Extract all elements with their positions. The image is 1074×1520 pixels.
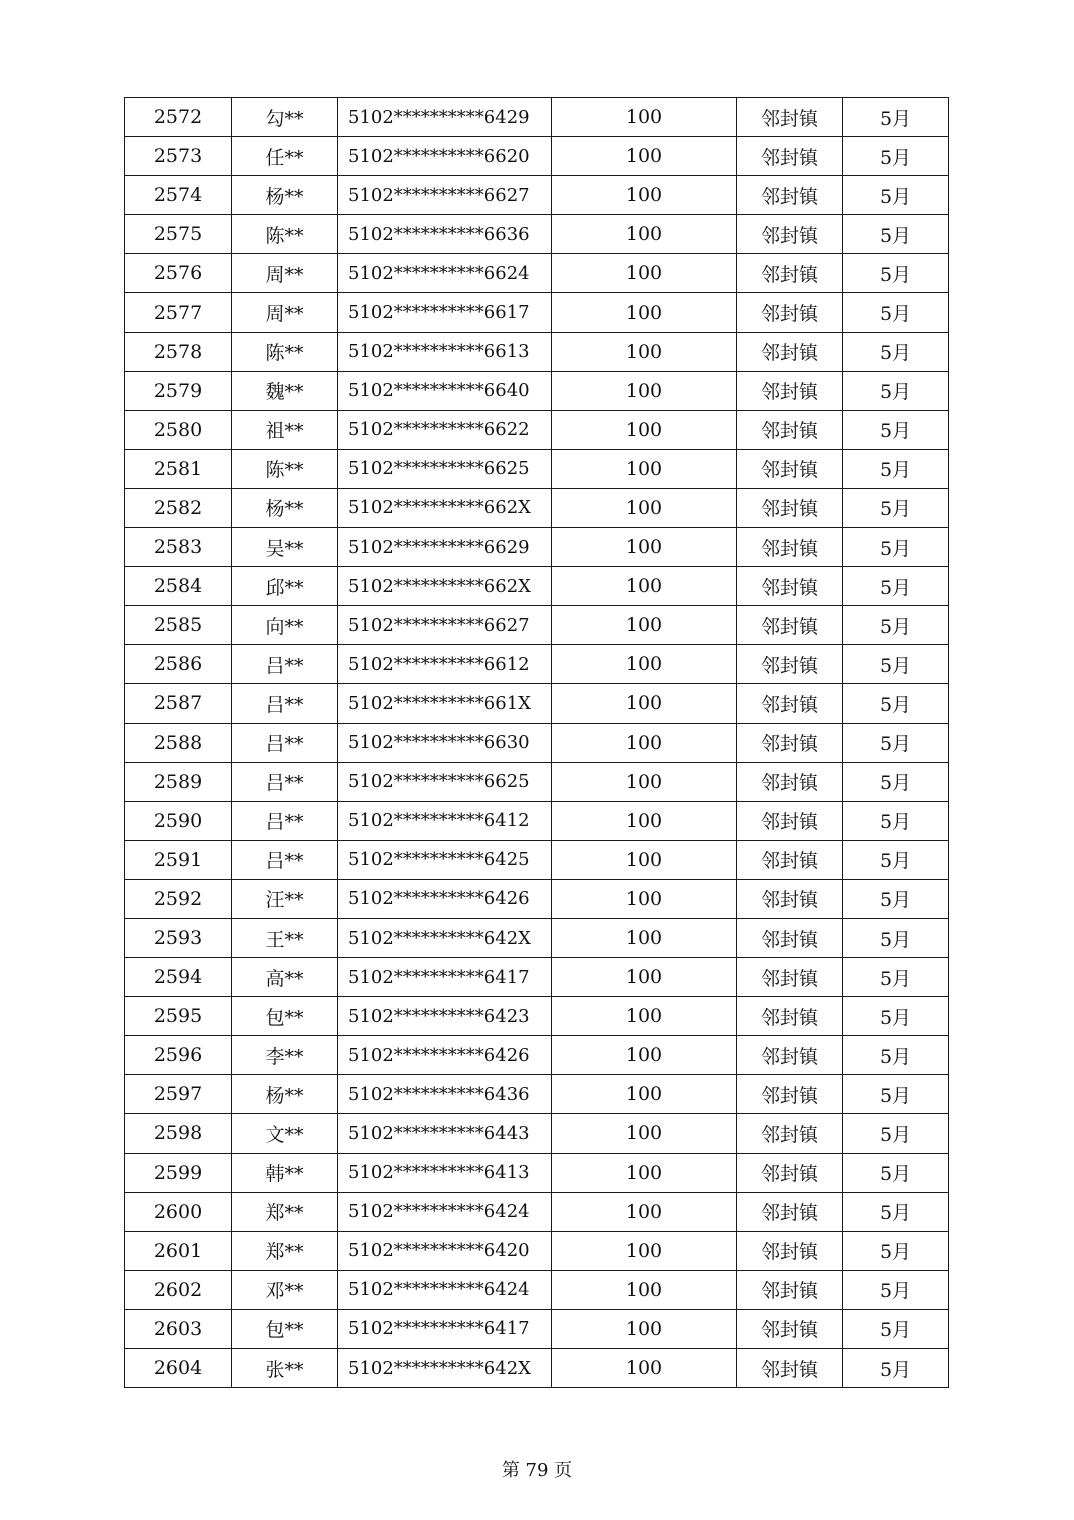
cell-id-number: 5102**********6426	[338, 879, 552, 918]
cell-serial-number: 2576	[125, 254, 232, 293]
cell-name: 周**	[232, 254, 338, 293]
cell-name: 王**	[232, 918, 338, 957]
cell-month: 5月	[843, 645, 949, 684]
cell-id-number: 5102**********6426	[338, 1036, 552, 1075]
cell-town: 邻封镇	[737, 1309, 843, 1348]
table-row	[125, 997, 949, 1036]
cell-town: 邻封镇	[737, 137, 843, 176]
table-row	[125, 98, 949, 137]
table-row	[125, 1114, 949, 1153]
cell-name: 杨**	[232, 488, 338, 527]
cell-month: 5月	[843, 606, 949, 645]
cell-town: 邻封镇	[737, 684, 843, 723]
cell-town: 邻封镇	[737, 1075, 843, 1114]
table-row	[125, 293, 949, 332]
cell-amount: 100	[552, 410, 737, 449]
table-row	[125, 137, 949, 176]
cell-town: 邻封镇	[737, 1192, 843, 1231]
table-row	[125, 449, 949, 488]
cell-name: 郑**	[232, 1192, 338, 1231]
cell-amount: 100	[552, 488, 737, 527]
cell-town: 邻封镇	[737, 645, 843, 684]
cell-id-number: 5102**********6620	[338, 137, 552, 176]
cell-serial-number: 2575	[125, 215, 232, 254]
cell-town: 邻封镇	[737, 1349, 843, 1388]
table-row	[125, 1270, 949, 1309]
cell-id-number: 5102**********6429	[338, 98, 552, 137]
cell-name: 陈**	[232, 215, 338, 254]
cell-amount: 100	[552, 215, 737, 254]
cell-month: 5月	[843, 332, 949, 371]
cell-id-number: 5102**********662X	[338, 488, 552, 527]
cell-town: 邻封镇	[737, 567, 843, 606]
cell-name: 勾**	[232, 98, 338, 137]
table-row	[125, 567, 949, 606]
cell-name: 吴**	[232, 528, 338, 567]
cell-amount: 100	[552, 723, 737, 762]
cell-id-number: 5102**********6636	[338, 215, 552, 254]
cell-id-number: 5102**********6443	[338, 1114, 552, 1153]
cell-name: 陈**	[232, 449, 338, 488]
cell-town: 邻封镇	[737, 1114, 843, 1153]
cell-name: 包**	[232, 1309, 338, 1348]
cell-name: 邓**	[232, 1270, 338, 1309]
cell-town: 邻封镇	[737, 528, 843, 567]
cell-serial-number: 2584	[125, 567, 232, 606]
table-row	[125, 371, 949, 410]
cell-id-number: 5102**********6613	[338, 332, 552, 371]
cell-month: 5月	[843, 801, 949, 840]
cell-serial-number: 2602	[125, 1270, 232, 1309]
cell-month: 5月	[843, 1270, 949, 1309]
cell-serial-number: 2585	[125, 606, 232, 645]
cell-town: 邻封镇	[737, 488, 843, 527]
cell-month: 5月	[843, 1036, 949, 1075]
cell-town: 邻封镇	[737, 371, 843, 410]
cell-name: 吕**	[232, 645, 338, 684]
table-row	[125, 1231, 949, 1270]
cell-serial-number: 2573	[125, 137, 232, 176]
cell-id-number: 5102**********6417	[338, 958, 552, 997]
cell-amount: 100	[552, 918, 737, 957]
cell-serial-number: 2598	[125, 1114, 232, 1153]
cell-amount: 100	[552, 528, 737, 567]
cell-id-number: 5102**********6629	[338, 528, 552, 567]
table-row	[125, 918, 949, 957]
cell-amount: 100	[552, 645, 737, 684]
table-row	[125, 488, 949, 527]
cell-amount: 100	[552, 606, 737, 645]
cell-name: 杨**	[232, 176, 338, 215]
cell-name: 张**	[232, 1349, 338, 1388]
cell-town: 邻封镇	[737, 1153, 843, 1192]
table-row	[125, 645, 949, 684]
cell-serial-number: 2578	[125, 332, 232, 371]
table-row	[125, 840, 949, 879]
cell-month: 5月	[843, 137, 949, 176]
cell-amount: 100	[552, 254, 737, 293]
cell-town: 邻封镇	[737, 215, 843, 254]
cell-month: 5月	[843, 1231, 949, 1270]
cell-month: 5月	[843, 449, 949, 488]
cell-town: 邻封镇	[737, 449, 843, 488]
cell-month: 5月	[843, 918, 949, 957]
cell-serial-number: 2581	[125, 449, 232, 488]
cell-town: 邻封镇	[737, 723, 843, 762]
cell-town: 邻封镇	[737, 762, 843, 801]
cell-name: 吕**	[232, 840, 338, 879]
cell-serial-number: 2600	[125, 1192, 232, 1231]
cell-amount: 100	[552, 449, 737, 488]
records-table	[124, 97, 949, 1388]
cell-month: 5月	[843, 293, 949, 332]
cell-serial-number: 2574	[125, 176, 232, 215]
cell-serial-number: 2589	[125, 762, 232, 801]
cell-serial-number: 2587	[125, 684, 232, 723]
cell-serial-number: 2603	[125, 1309, 232, 1348]
cell-name: 魏**	[232, 371, 338, 410]
cell-serial-number: 2588	[125, 723, 232, 762]
records-body	[125, 98, 949, 1388]
cell-id-number: 5102**********6423	[338, 997, 552, 1036]
cell-month: 5月	[843, 879, 949, 918]
table-row	[125, 176, 949, 215]
table-row	[125, 332, 949, 371]
table-row	[125, 684, 949, 723]
cell-serial-number: 2582	[125, 488, 232, 527]
cell-amount: 100	[552, 762, 737, 801]
cell-id-number: 5102**********6412	[338, 801, 552, 840]
cell-town: 邻封镇	[737, 293, 843, 332]
cell-serial-number: 2572	[125, 98, 232, 137]
cell-month: 5月	[843, 1075, 949, 1114]
cell-month: 5月	[843, 1192, 949, 1231]
cell-name: 祖**	[232, 410, 338, 449]
cell-month: 5月	[843, 840, 949, 879]
cell-id-number: 5102**********6425	[338, 840, 552, 879]
page-number: 第 79 页	[501, 1460, 573, 1481]
cell-id-number: 5102**********6640	[338, 371, 552, 410]
table-row	[125, 958, 949, 997]
table-row	[125, 528, 949, 567]
cell-town: 邻封镇	[737, 98, 843, 137]
cell-amount: 100	[552, 176, 737, 215]
cell-town: 邻封镇	[737, 840, 843, 879]
cell-serial-number: 2579	[125, 371, 232, 410]
cell-id-number: 5102**********6627	[338, 606, 552, 645]
cell-town: 邻封镇	[737, 801, 843, 840]
cell-month: 5月	[843, 958, 949, 997]
cell-amount: 100	[552, 1270, 737, 1309]
table-row	[125, 606, 949, 645]
cell-id-number: 5102**********642X	[338, 1349, 552, 1388]
cell-name: 韩**	[232, 1153, 338, 1192]
cell-month: 5月	[843, 1349, 949, 1388]
cell-id-number: 5102**********6617	[338, 293, 552, 332]
cell-name: 李**	[232, 1036, 338, 1075]
cell-town: 邻封镇	[737, 918, 843, 957]
cell-town: 邻封镇	[737, 1231, 843, 1270]
cell-month: 5月	[843, 215, 949, 254]
cell-town: 邻封镇	[737, 1036, 843, 1075]
table-row	[125, 879, 949, 918]
cell-month: 5月	[843, 567, 949, 606]
cell-serial-number: 2586	[125, 645, 232, 684]
cell-amount: 100	[552, 1192, 737, 1231]
cell-month: 5月	[843, 176, 949, 215]
cell-serial-number: 2595	[125, 997, 232, 1036]
cell-serial-number: 2592	[125, 879, 232, 918]
table-row	[125, 1349, 949, 1388]
cell-month: 5月	[843, 684, 949, 723]
cell-name: 包**	[232, 997, 338, 1036]
cell-amount: 100	[552, 567, 737, 606]
cell-id-number: 5102**********6420	[338, 1231, 552, 1270]
cell-amount: 100	[552, 684, 737, 723]
cell-amount: 100	[552, 997, 737, 1036]
cell-name: 高**	[232, 958, 338, 997]
cell-serial-number: 2597	[125, 1075, 232, 1114]
cell-amount: 100	[552, 958, 737, 997]
cell-id-number: 5102**********6622	[338, 410, 552, 449]
cell-amount: 100	[552, 879, 737, 918]
cell-name: 邱**	[232, 567, 338, 606]
cell-serial-number: 2601	[125, 1231, 232, 1270]
table-row	[125, 1309, 949, 1348]
cell-id-number: 5102**********6424	[338, 1192, 552, 1231]
cell-town: 邻封镇	[737, 410, 843, 449]
cell-town: 邻封镇	[737, 958, 843, 997]
cell-amount: 100	[552, 1036, 737, 1075]
cell-serial-number: 2599	[125, 1153, 232, 1192]
cell-amount: 100	[552, 98, 737, 137]
cell-amount: 100	[552, 1349, 737, 1388]
cell-amount: 100	[552, 1114, 737, 1153]
cell-amount: 100	[552, 840, 737, 879]
table-row	[125, 801, 949, 840]
cell-serial-number: 2593	[125, 918, 232, 957]
cell-amount: 100	[552, 371, 737, 410]
cell-id-number: 5102**********6630	[338, 723, 552, 762]
cell-id-number: 5102**********6625	[338, 762, 552, 801]
cell-amount: 100	[552, 1231, 737, 1270]
cell-id-number: 5102**********6436	[338, 1075, 552, 1114]
cell-town: 邻封镇	[737, 879, 843, 918]
cell-town: 邻封镇	[737, 332, 843, 371]
cell-month: 5月	[843, 762, 949, 801]
cell-name: 杨**	[232, 1075, 338, 1114]
cell-serial-number: 2590	[125, 801, 232, 840]
cell-amount: 100	[552, 1075, 737, 1114]
cell-name: 吕**	[232, 801, 338, 840]
cell-id-number: 5102**********642X	[338, 918, 552, 957]
cell-town: 邻封镇	[737, 1270, 843, 1309]
table-row	[125, 1192, 949, 1231]
cell-id-number: 5102**********661X	[338, 684, 552, 723]
table-row	[125, 1036, 949, 1075]
cell-serial-number: 2594	[125, 958, 232, 997]
table-row	[125, 1075, 949, 1114]
cell-id-number: 5102**********6612	[338, 645, 552, 684]
cell-id-number: 5102**********6413	[338, 1153, 552, 1192]
table-row	[125, 723, 949, 762]
cell-town: 邻封镇	[737, 254, 843, 293]
cell-amount: 100	[552, 332, 737, 371]
cell-serial-number: 2577	[125, 293, 232, 332]
cell-amount: 100	[552, 801, 737, 840]
cell-month: 5月	[843, 488, 949, 527]
cell-id-number: 5102**********662X	[338, 567, 552, 606]
cell-month: 5月	[843, 98, 949, 137]
cell-name: 汪**	[232, 879, 338, 918]
table-row	[125, 215, 949, 254]
cell-name: 周**	[232, 293, 338, 332]
cell-amount: 100	[552, 1309, 737, 1348]
cell-name: 陈**	[232, 332, 338, 371]
table-row	[125, 762, 949, 801]
cell-name: 向**	[232, 606, 338, 645]
cell-town: 邻封镇	[737, 176, 843, 215]
cell-amount: 100	[552, 1153, 737, 1192]
cell-serial-number: 2604	[125, 1349, 232, 1388]
cell-month: 5月	[843, 410, 949, 449]
cell-month: 5月	[843, 1114, 949, 1153]
cell-month: 5月	[843, 1153, 949, 1192]
table-row	[125, 410, 949, 449]
cell-town: 邻封镇	[737, 997, 843, 1036]
cell-month: 5月	[843, 371, 949, 410]
table-row	[125, 254, 949, 293]
cell-id-number: 5102**********6625	[338, 449, 552, 488]
cell-id-number: 5102**********6424	[338, 1270, 552, 1309]
cell-id-number: 5102**********6624	[338, 254, 552, 293]
table-row	[125, 1153, 949, 1192]
cell-month: 5月	[843, 528, 949, 567]
cell-name: 吕**	[232, 762, 338, 801]
cell-id-number: 5102**********6627	[338, 176, 552, 215]
cell-month: 5月	[843, 997, 949, 1036]
cell-town: 邻封镇	[737, 606, 843, 645]
cell-name: 任**	[232, 137, 338, 176]
cell-serial-number: 2580	[125, 410, 232, 449]
cell-name: 吕**	[232, 723, 338, 762]
cell-serial-number: 2596	[125, 1036, 232, 1075]
cell-name: 吕**	[232, 684, 338, 723]
cell-month: 5月	[843, 1309, 949, 1348]
cell-id-number: 5102**********6417	[338, 1309, 552, 1348]
cell-name: 文**	[232, 1114, 338, 1153]
cell-name: 郑**	[232, 1231, 338, 1270]
cell-amount: 100	[552, 137, 737, 176]
cell-serial-number: 2583	[125, 528, 232, 567]
cell-month: 5月	[843, 723, 949, 762]
cell-month: 5月	[843, 254, 949, 293]
cell-serial-number: 2591	[125, 840, 232, 879]
cell-amount: 100	[552, 293, 737, 332]
